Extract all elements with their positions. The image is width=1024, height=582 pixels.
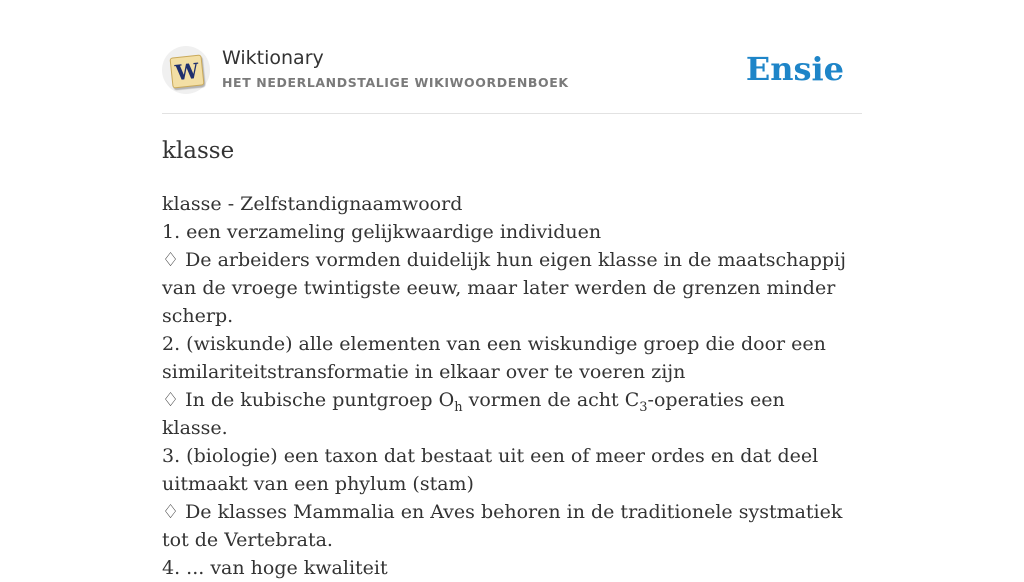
example-2-part-2: vormen de acht C (462, 389, 640, 411)
example-3: ♢ De klasses Mammalia en Aves behoren in de traditionele systmatiek tot de Vertebrata. (162, 501, 843, 551)
definition-2: 2. (wiskunde) alle elementen van een wiskundige groep die door een similariteitstransformatie in elkaar over te voeren zijn (162, 333, 826, 383)
ensie-brand-logo[interactable]: Ensie (745, 50, 844, 88)
site-subtitle: HET NEDERLANDSTALIGE WIKIWOORDENBOEK (222, 75, 569, 90)
subscript-h: h (454, 399, 463, 415)
site-name[interactable]: Wiktionary (222, 47, 324, 69)
subscript-3: 3 (639, 399, 648, 415)
example-1: ♢ De arbeiders vormden duidelijk hun eigen klasse in de maatschappij van de vroege twintigste eeuw, maar later werden de grenzen minder scherp. (162, 249, 847, 327)
wiktionary-logo[interactable] (162, 46, 210, 94)
definition-4: 4. ... van hoge kwaliteit (162, 557, 388, 579)
example-2-part-3: -operaties een klasse. (162, 389, 785, 439)
entry-content (162, 190, 852, 582)
logo-tile-icon: W (169, 54, 204, 88)
example-2 (162, 386, 852, 442)
site-header (162, 44, 862, 114)
page-title: klasse (162, 138, 235, 164)
definition-1: 1. een verzameling gelijkwaardige individuen (162, 221, 602, 243)
definition-3: 3. (biologie) een taxon dat bestaat uit een of meer ordes en dat deel uitmaakt van een phylum (stam) (162, 445, 819, 495)
entry-heading: klasse - Zelfstandignaamwoord (162, 193, 463, 215)
example-2-part-1: ♢ In de kubische puntgroep O (162, 389, 455, 411)
